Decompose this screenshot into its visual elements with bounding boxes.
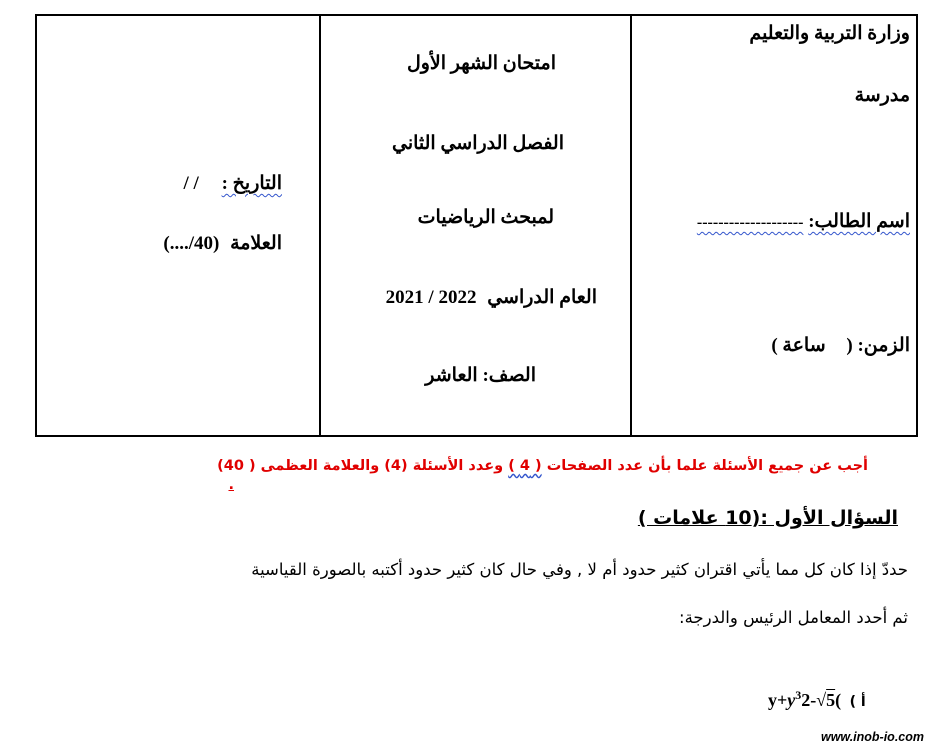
expr-y: y — [768, 690, 777, 710]
subject: لمبحث الرياضيات — [417, 207, 554, 228]
question1-item-a — [768, 688, 866, 711]
year-value: 2021 / 2022 — [385, 287, 477, 308]
expr-close: ( — [835, 690, 842, 710]
question1-line2: ثم أحدد المعامل الرئيس والدرجة: — [679, 608, 908, 627]
footer-website: www.inob-io.com — [820, 730, 924, 744]
student-name-row — [697, 210, 910, 233]
grade: الصف: العاشر — [425, 365, 536, 386]
time-label: الزمن: ( — [846, 335, 910, 356]
semester: الفصل الدراسي الثاني — [391, 133, 564, 154]
question1-line1: حددّ إذا كان كل مما يأتي اقتران كثير حدود أم لا , وفي حال كان كثير حدود أكتبه بالصورة القياسية — [251, 560, 908, 579]
instructions-end: . — [228, 477, 234, 493]
time-unit: ساعة ) — [771, 335, 826, 356]
mark-row — [163, 232, 282, 255]
expr-y2: y — [787, 690, 796, 710]
time-row — [771, 334, 910, 357]
instructions-part1: أجب عن جميع الأسئلة علما بأن عدد الصفحات — [541, 458, 868, 474]
year-label: العام الدراسي — [487, 287, 597, 308]
expr-radicand: 5 — [826, 690, 836, 710]
date-row — [184, 172, 282, 195]
mark-value: (..../40) — [163, 233, 220, 254]
expr-plus: + — [777, 690, 788, 710]
instructions-pages: ( 4 ) — [508, 458, 542, 474]
item-a-label: أ ) — [849, 694, 866, 710]
date-label: التاريخ : — [221, 173, 282, 194]
question1-title: السؤال الأول :(10 علامات ) — [637, 507, 898, 529]
exam-instructions — [217, 458, 868, 474]
header-left-cell — [37, 16, 321, 435]
header-middle-cell — [321, 16, 632, 435]
academic-year — [386, 286, 597, 309]
ministry-name: وزارة التربية والتعليم — [749, 23, 910, 44]
school-label: مدرسة — [854, 85, 910, 106]
header-right-cell — [632, 16, 916, 435]
expr-exp: 3 — [795, 688, 802, 702]
instructions-part2: وعدد الأسئلة (4) والعلامة العظمى ( 40) — [217, 458, 509, 474]
mark-label: العلامة — [230, 233, 282, 254]
student-name-label: اسم الطالب: — [808, 211, 910, 232]
student-name-blank: -------------------- — [696, 214, 804, 231]
exam-title: امتحان الشهر الأول — [406, 53, 556, 74]
expr-const: 2-√ — [801, 690, 827, 710]
exam-header-table — [35, 14, 918, 437]
date-slashes: / / — [183, 173, 199, 194]
